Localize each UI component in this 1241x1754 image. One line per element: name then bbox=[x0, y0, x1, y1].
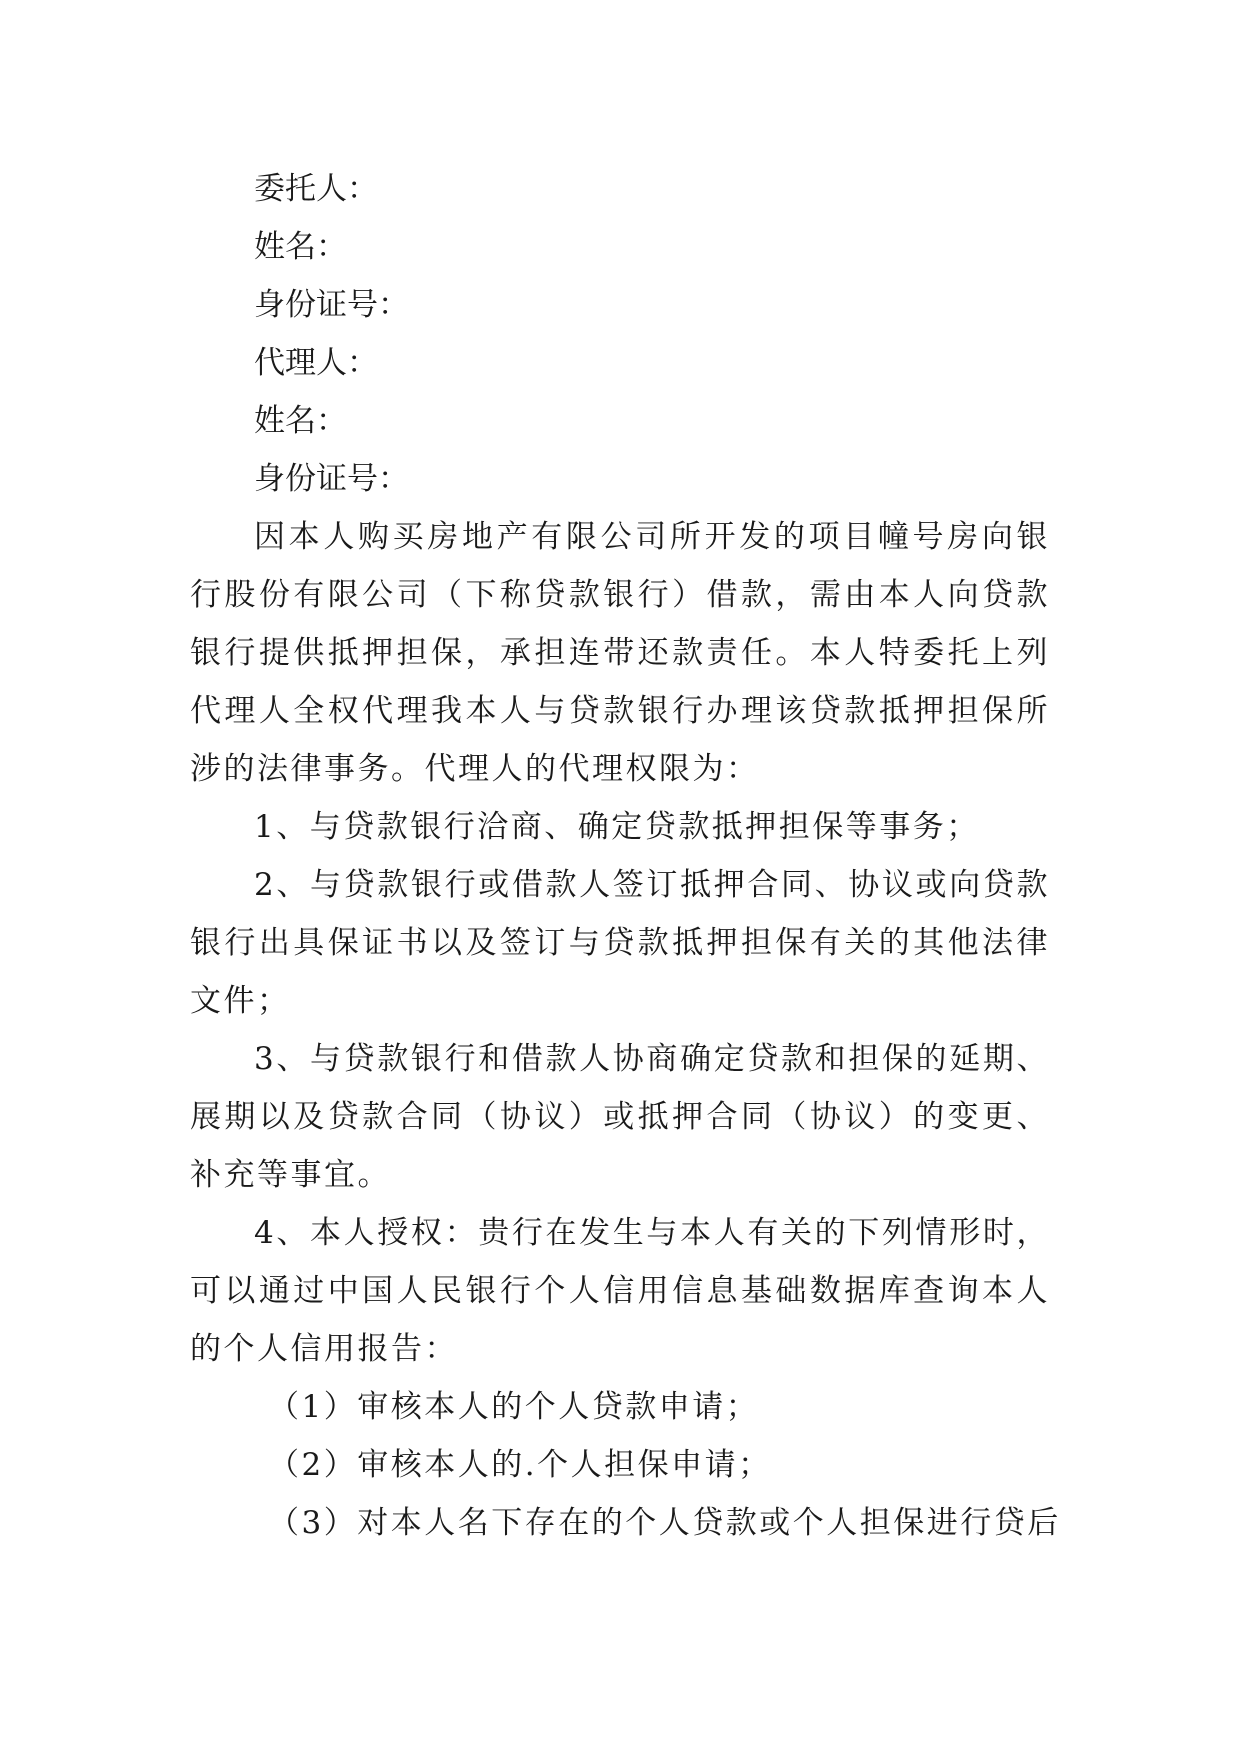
agent-heading: 代理人： bbox=[254, 345, 378, 381]
intro-paragraph: 因本人购买房地产有限公司所开发的项目幢号房向银行股份有限公司（下称贷款银行）借款，需由本人向贷款银行提供抵押担保，承担连带还款责任。本人特委托上列代理人全权代理我本人与贷款银行办理该贷款抵押担保所涉的法律事务。代理人的代理权限为： bbox=[190, 519, 1050, 787]
sub-item-3: （3）对本人名下存在的个人贷款或个人担保进行贷后 bbox=[268, 1505, 1061, 1541]
authority-item-3: 3、与贷款银行和借款人协商确定贷款和担保的延期、展期以及贷款合同（协议）或抵押合同（协议）的变更、补充等事宜。 bbox=[190, 1041, 1050, 1193]
principal-heading: 委托人： bbox=[254, 171, 378, 207]
agent-name-field: 姓名： bbox=[254, 403, 347, 439]
principal-id-field: 身份证号： bbox=[254, 287, 409, 323]
agent-id-field: 身份证号： bbox=[254, 461, 409, 497]
authority-item-4: 4、本人授权：贵行在发生与本人有关的下列情形时，可以通过中国人民银行个人信用信息基础数据库查询本人的个人信用报告： bbox=[190, 1215, 1050, 1367]
principal-name-field: 姓名： bbox=[254, 229, 347, 265]
sub-item-2: （2）审核本人的.个人担保申请； bbox=[268, 1447, 772, 1483]
authority-item-2: 2、与贷款银行或借款人签订抵押合同、协议或向贷款银行出具保证书以及签订与贷款抵押担保有关的其他法律文件； bbox=[190, 867, 1050, 1019]
sub-item-1: （1）审核本人的个人贷款申请； bbox=[268, 1389, 760, 1425]
document-body bbox=[190, 160, 1061, 1552]
authority-item-1: 1、与贷款银行洽商、确定贷款抵押担保等事务； bbox=[254, 809, 980, 845]
